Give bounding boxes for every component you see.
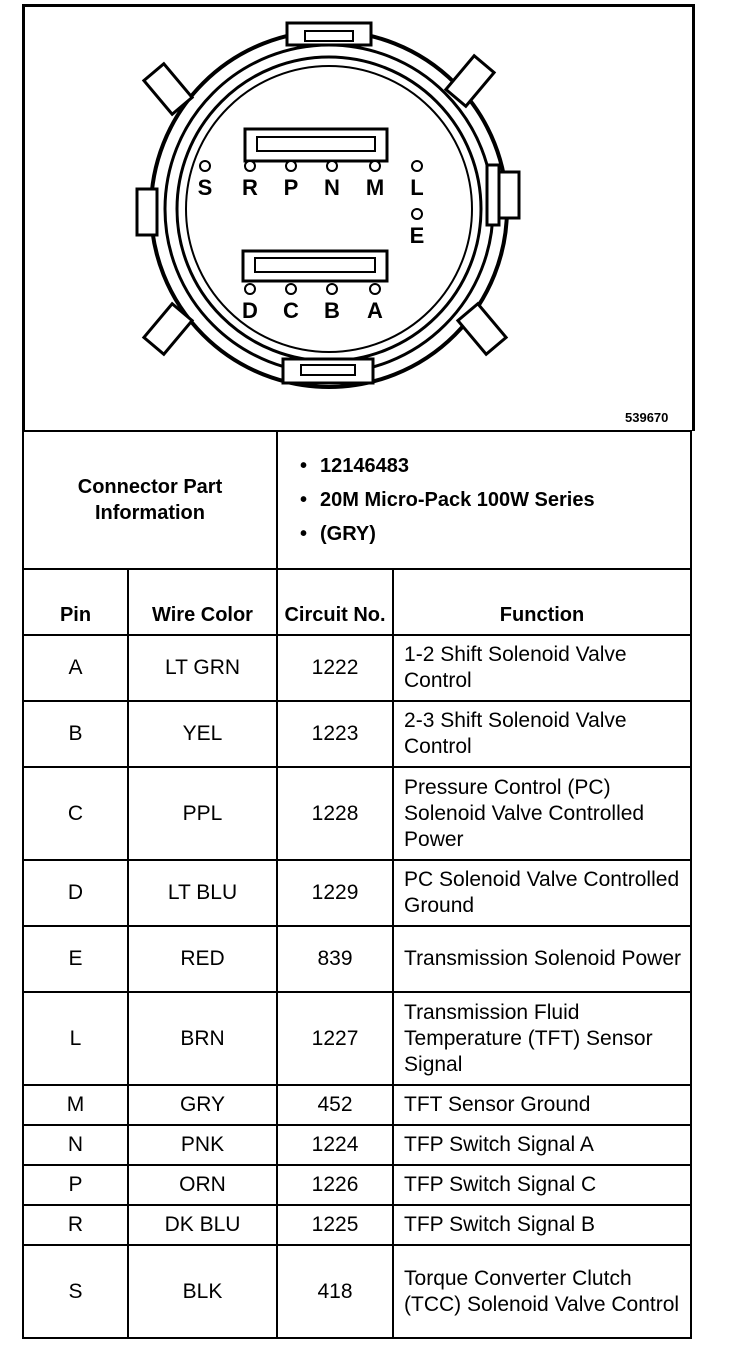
table-row <box>23 1245 691 1338</box>
table-row <box>23 767 691 860</box>
pin-label-a: A <box>367 298 383 323</box>
table-row <box>23 1085 691 1125</box>
header-pin: Pin <box>23 569 128 635</box>
pin-hole-a <box>370 284 380 294</box>
circuit-no-cell: 1225 <box>277 1205 393 1245</box>
pin-cell: L <box>23 992 128 1085</box>
wire-color-cell: ORN <box>128 1165 277 1205</box>
circuit-no-cell: 1224 <box>277 1125 393 1165</box>
table-row <box>23 992 691 1085</box>
circuit-no-cell: 1222 <box>277 635 393 701</box>
header-wire-color: Wire Color <box>128 569 277 635</box>
wire-color-cell: PNK <box>128 1125 277 1165</box>
function-cell: Pressure Control (PC) Solenoid Valve Controlled Power <box>393 767 691 860</box>
pin-label-n: N <box>324 175 340 200</box>
circuit-no-cell: 1223 <box>277 701 393 767</box>
function-cell: PC Solenoid Valve Controlled Ground <box>393 860 691 926</box>
connector-top-key <box>287 23 371 45</box>
figure-number: 539670 <box>625 410 669 425</box>
connector-middle-ring <box>165 45 493 373</box>
circuit-no-cell: 1226 <box>277 1165 393 1205</box>
pin-label-r: R <box>242 175 258 200</box>
wire-color-cell: GRY <box>128 1085 277 1125</box>
circuit-no-cell: 839 <box>277 926 393 992</box>
connector-info-item: • 12146483 <box>320 453 690 479</box>
function-cell: Transmission Solenoid Power <box>393 926 691 992</box>
pin-cell: D <box>23 860 128 926</box>
connector-info-label: Connector Part Information <box>23 431 277 569</box>
function-cell: TFP Switch Signal B <box>393 1205 691 1245</box>
header-function: Function <box>393 569 691 635</box>
wire-color-cell: LT BLU <box>128 860 277 926</box>
function-cell: Torque Converter Clutch (TCC) Solenoid Valve Control <box>393 1245 691 1338</box>
pin-label-m: M <box>365 175 385 200</box>
header-row <box>23 569 691 635</box>
wire-color-cell: LT GRN <box>128 635 277 701</box>
pin-hole-s <box>200 161 210 171</box>
connector-pinout-table <box>22 430 692 1339</box>
pin-label-d: D <box>242 298 258 323</box>
function-cell: Transmission Fluid Temperature (TFT) Sensor Signal <box>393 992 691 1085</box>
circuit-no-cell: 1227 <box>277 992 393 1085</box>
function-cell: TFP Switch Signal C <box>393 1165 691 1205</box>
connector-info-item: • (GRY) <box>320 521 690 547</box>
function-cell: TFT Sensor Ground <box>393 1085 691 1125</box>
table-row <box>23 1125 691 1165</box>
connector-info-list <box>278 447 690 553</box>
wire-color-cell: BRN <box>128 992 277 1085</box>
pin-cell: C <box>23 767 128 860</box>
pin-hole-e <box>412 209 422 219</box>
wire-color-cell: BLK <box>128 1245 277 1338</box>
pin-cell: A <box>23 635 128 701</box>
pin-label-c: C <box>283 298 299 323</box>
header-circuit-no: Circuit No. <box>277 569 393 635</box>
connector-diagram-panel <box>22 4 695 431</box>
pin-hole-p <box>286 161 296 171</box>
connector-bottom-key <box>283 359 373 383</box>
pin-cell: S <box>23 1245 128 1338</box>
pin-label-l: L <box>410 175 424 200</box>
pin-hole-l <box>412 161 422 171</box>
lower-terminal-slot <box>243 251 387 281</box>
pin-hole-c <box>286 284 296 294</box>
connector-info-row <box>23 431 691 569</box>
table-row <box>23 635 691 701</box>
table-row <box>23 1165 691 1205</box>
pin-hole-b <box>327 284 337 294</box>
circuit-no-cell: 418 <box>277 1245 393 1338</box>
pin-cavities <box>198 161 425 323</box>
pin-hole-d <box>245 284 255 294</box>
table-row <box>23 860 691 926</box>
function-cell: TFP Switch Signal A <box>393 1125 691 1165</box>
table-row <box>23 701 691 767</box>
pin-cell: M <box>23 1085 128 1125</box>
wire-color-cell: YEL <box>128 701 277 767</box>
table-row <box>23 926 691 992</box>
pin-cell: P <box>23 1165 128 1205</box>
pin-cell: E <box>23 926 128 992</box>
wire-color-cell: PPL <box>128 767 277 860</box>
pin-cell: B <box>23 701 128 767</box>
pin-hole-m <box>370 161 380 171</box>
upper-terminal-slot <box>245 129 387 161</box>
circuit-no-cell: 1229 <box>277 860 393 926</box>
pin-hole-r <box>245 161 255 171</box>
circuit-no-cell: 1228 <box>277 767 393 860</box>
pin-label-p: P <box>283 175 299 200</box>
function-cell: 2-3 Shift Solenoid Valve Control <box>393 701 691 767</box>
pin-label-s: S <box>197 175 213 200</box>
pin-cell: R <box>23 1205 128 1245</box>
connector-face-diagram <box>25 7 698 434</box>
wire-color-cell: DK BLU <box>128 1205 277 1245</box>
wire-color-cell: RED <box>128 926 277 992</box>
circuit-no-cell: 452 <box>277 1085 393 1125</box>
pin-label-b: B <box>324 298 340 323</box>
table-row <box>23 1205 691 1245</box>
connector-info-cell <box>277 431 691 569</box>
pin-cell: N <box>23 1125 128 1165</box>
pin-label-e: E <box>409 223 425 248</box>
pin-hole-n <box>327 161 337 171</box>
connector-info-item: • 20M Micro-Pack 100W Series <box>320 487 690 513</box>
function-cell: 1-2 Shift Solenoid Valve Control <box>393 635 691 701</box>
